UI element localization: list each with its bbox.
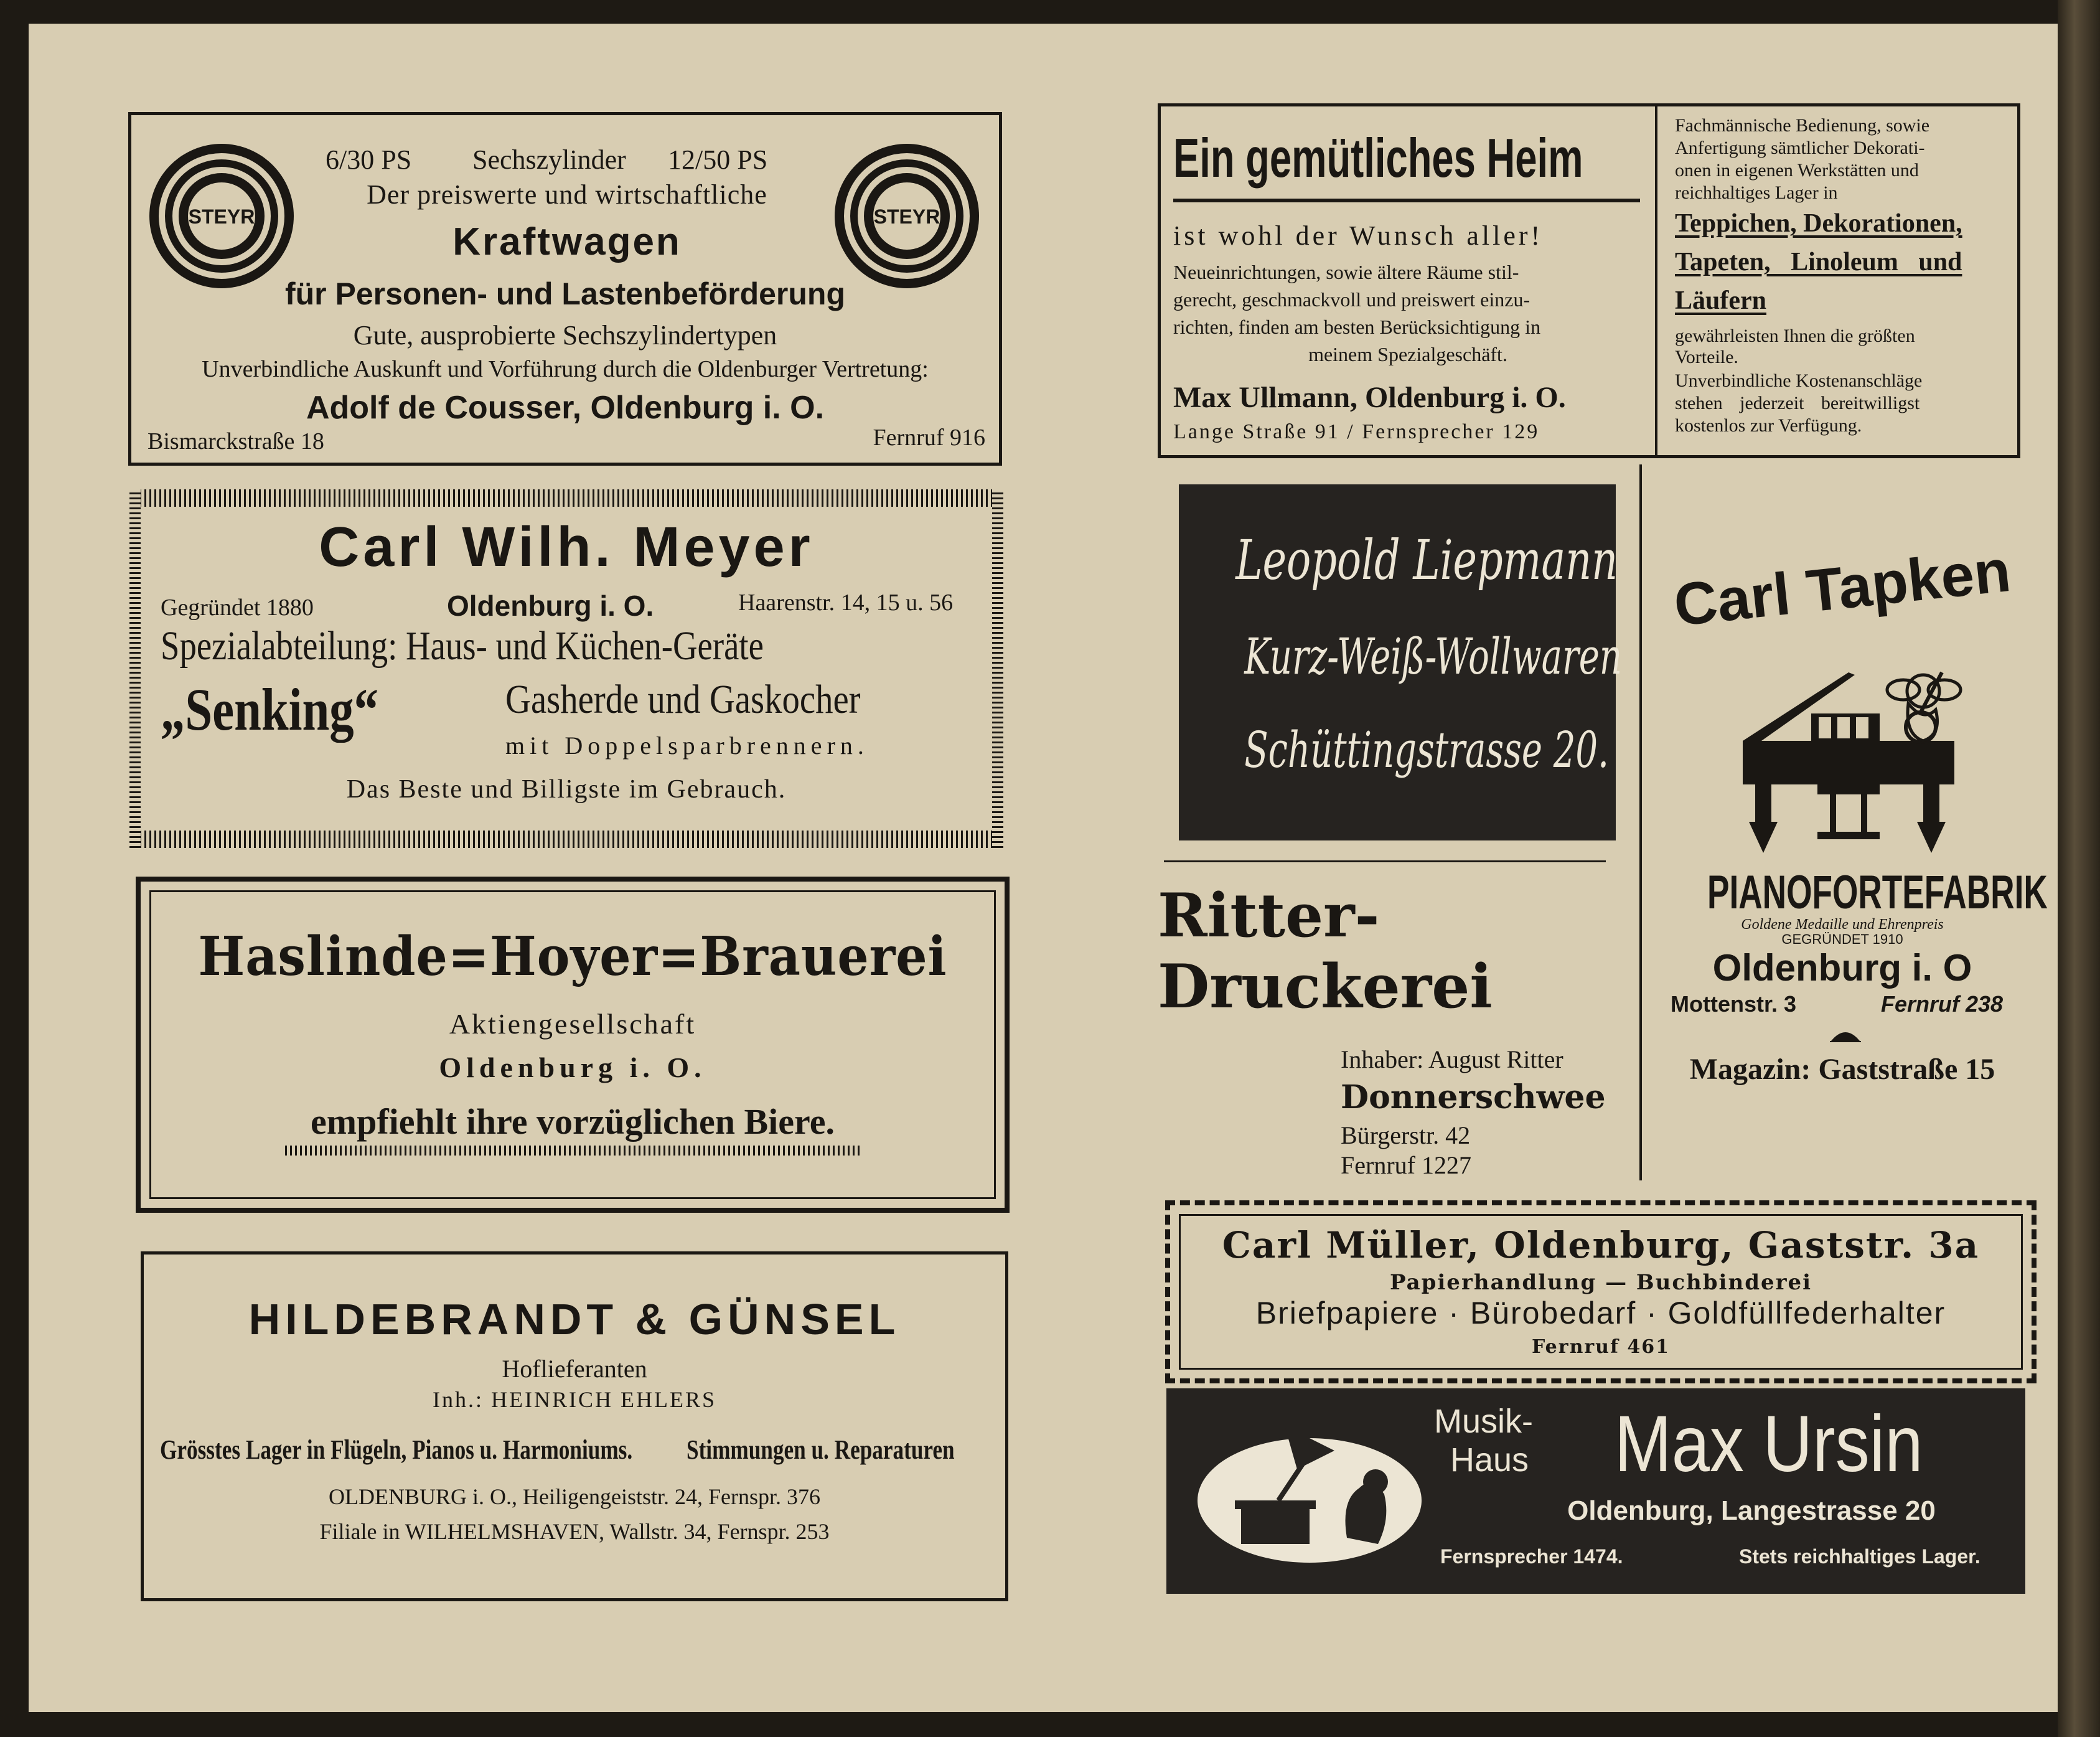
meyer-founded: Gegründet 1880 (161, 595, 314, 621)
tapken-phone: Fernruf 238 (1881, 991, 2004, 1017)
meyer-product2: mit Doppelsparbrennern. (505, 732, 869, 760)
tapken-address: Mottenstr. 3 (1671, 991, 1797, 1017)
tapken-name: Carl Tapken (1671, 537, 2014, 639)
steyr-info: Unverbindliche Auskunft und Vorführung durch die Oldenburger Vertretung: (202, 356, 929, 382)
ullmann-goods-3: Läufern (1675, 286, 1766, 315)
brauerei-slogan: empfiehlt ihre vorzüglichen Biere. (311, 1101, 835, 1142)
ullmann-right-2: onen in eigenen Werkstätten und (1675, 160, 1919, 181)
svg-text:STEYR: STEYR (188, 205, 255, 228)
tapken-awards: Goldene Medaille und Ehrenpreis (1741, 916, 1944, 933)
steyr-dealer: Adolf de Cousser, Oldenburg i. O. (306, 390, 825, 426)
ullmann-right-1: Anfertigung sämtlicher Dekorati- (1675, 138, 1925, 158)
ullmann-right2-3: stehen jederzeit bereitwilligst (1675, 393, 1920, 413)
meyer-specialty: Spezialabteilung: Haus- und Küchen-Geräte (161, 623, 764, 669)
steyr-hp-right: 12/50 PS (668, 144, 768, 175)
brauerei-city: Oldenburg i. O. (439, 1052, 706, 1083)
steyr-hp-left: 6/30 PS (326, 144, 412, 175)
ullmann-headline-rule (1173, 199, 1640, 202)
meyer-address: Haarenstr. 14, 15 u. 56 (738, 590, 954, 616)
hildebrandt-owner: Inh.: HEINRICH EHLERS (433, 1387, 716, 1412)
hildebrandt-ad (141, 1251, 1008, 1601)
ullmann-tagline: ist wohl der Wunsch aller! (1173, 220, 1544, 251)
ullmann-right2-0: gewährleisten Ihnen die größten (1675, 326, 1915, 346)
hildebrandt-service: Stimmungen u. Reparaturen (687, 1434, 955, 1465)
hildebrandt-address1: OLDENBURG i. O., Heiligengeiststr. 24, Fernspr. 376 (329, 1484, 820, 1509)
meyer-border-top (129, 489, 1003, 507)
hildebrandt-title: Hoflieferanten (502, 1355, 647, 1383)
hildebrandt-stock: Grösstes Lager in Flügeln, Pianos u. Harmoniums. (160, 1434, 633, 1465)
meyer-slogan: Das Beste und Billigste im Gebrauch. (346, 775, 787, 804)
mueller-business: Papierhandlung — Buchbinderei (1389, 1270, 1812, 1295)
steyr-logo-left (147, 141, 296, 291)
ursin-label-2: Haus (1450, 1441, 1529, 1479)
ursin-phone: Fernsprecher 1474. (1440, 1545, 1623, 1568)
piano-illustration (1737, 654, 1973, 865)
meyer-ad (129, 489, 1003, 848)
ursin-ad (1166, 1388, 2025, 1594)
ullmann-text-0: Neueinrichtungen, sowie ältere Räume stil- (1173, 261, 1519, 283)
ullmann-goods-2: Tapeten, Linoleum und (1675, 248, 1962, 276)
ullmann-right-3: reichhaltiges Lager in (1675, 182, 1838, 203)
ritter-address: Bürgerstr. 42 (1341, 1121, 1471, 1149)
ritter-ad (1158, 870, 1631, 1180)
ullmann-text-3: meinem Spezialgeschäft. (1308, 343, 1507, 365)
svg-text:STEYR: STEYR (873, 205, 940, 228)
hildebrandt-address2: Filiale in WILHELMSHAVEN, Wallstr. 34, Fernspr. 253 (319, 1519, 830, 1544)
mueller-phone: Fernruf 461 (1532, 1336, 1670, 1358)
ullmann-text-2: richten, finden am besten Berücksichtigung in (1173, 316, 1541, 338)
steyr-headline: Kraftwagen (452, 220, 682, 263)
steyr-ad (128, 112, 1002, 466)
ritter-name-2: Druckerei (1158, 951, 1493, 1022)
mueller-name: Carl Müller, Oldenburg, Gaststr. 3a (1222, 1224, 1980, 1266)
ullmann-ad (1158, 103, 2020, 458)
ullmann-right-0: Fachmännische Bedienung, sowie (1675, 115, 1930, 136)
liepmann-name: Leopold Liepmann (1235, 528, 1618, 592)
steyr-intro: Der preiswerte und wirtschaftliche (367, 179, 767, 210)
ritter-district: Donnerschwee (1341, 1078, 1606, 1116)
brauerei-ad (136, 877, 1010, 1213)
steyr-subhead: für Personen- und Lastenbeförderung (284, 276, 846, 311)
tapken-store: Magazin: Gaststraße 15 (1689, 1053, 1995, 1086)
ullmann-text-1: gerecht, geschmackvoll und preiswert einzu- (1173, 288, 1530, 311)
ullmann-goods-1: Teppichen, Dekorationen, (1675, 209, 1962, 238)
meyer-product: Gasherde und Gaskocher (505, 677, 861, 722)
ullmann-name: Max Ullmann, Oldenburg i. O. (1173, 381, 1566, 414)
meyer-name: Carl Wilh. Meyer (319, 516, 814, 578)
ursin-name: Max Ursin (1615, 1400, 1923, 1489)
brauerei-name: Haslinde=Hoyer=Brauerei (198, 925, 947, 988)
steyr-logo-right (832, 141, 982, 291)
ullmann-right2-1: Vorteile. (1675, 347, 1738, 367)
ullmann-headline: Ein gemütliches Heim (1173, 127, 1583, 189)
liepmann-rule (1164, 860, 1606, 862)
page-binding (2058, 0, 2100, 1737)
ritter-name-1: Ritter- (1158, 880, 1380, 951)
ullmann-right2-4: kostenlos zur Verfügung. (1675, 415, 1862, 436)
ritter-owner: Inhaber: August Ritter (1341, 1045, 1563, 1073)
liepmann-address: Schüttingstrasse 20. (1244, 721, 1609, 779)
ullmann-right2-2: Unverbindliche Kostenanschläge (1675, 370, 1923, 391)
ursin-address: Oldenburg, Langestrasse 20 (1567, 1495, 1936, 1526)
steyr-address: Bismarckstraße 18 (148, 428, 324, 454)
ornament-icon (1830, 1027, 1861, 1042)
meyer-city: Oldenburg i. O. (447, 590, 654, 622)
tapken-city: Oldenburg i. O (1712, 947, 1972, 989)
tapken-ad (1649, 492, 2048, 1108)
column-rule (1639, 464, 1642, 1180)
hildebrandt-name: HILDEBRANDT & GÜNSEL (248, 1295, 901, 1344)
ritter-phone: Fernruf 1227 (1341, 1151, 1471, 1179)
gramophone-logo-icon (1191, 1413, 1428, 1569)
mueller-ad (1165, 1200, 2037, 1383)
brauerei-rule (285, 1146, 860, 1156)
ullmann-divider (1655, 106, 1657, 455)
liepmann-ad (1179, 484, 1623, 840)
mueller-goods: Briefpapiere · Bürobedarf · Goldfüllfederhalter (1255, 1296, 1946, 1330)
ullmann-address: Lange Straße 91 / Fernsprecher 129 (1173, 420, 1540, 443)
steyr-cylinders: Sechszylinder (472, 144, 626, 175)
brauerei-type: Aktiengesellschaft (449, 1008, 696, 1040)
meyer-border-bottom (129, 831, 1003, 848)
ursin-slogan: Stets reichhaltiges Lager. (1739, 1545, 1980, 1568)
tapken-business: PIANOFORTEFABRIK (1707, 866, 2048, 919)
steyr-phone: Fernruf 916 (873, 425, 985, 451)
tapken-founded: GEGRÜNDET 1910 (1781, 931, 1903, 947)
meyer-brand: „Senking“ (161, 676, 379, 743)
ursin-label-1: Musik- (1434, 1403, 1533, 1440)
liepmann-goods: Kurz-Weiß-Wollwaren (1244, 628, 1623, 685)
steyr-types: Gute, ausprobierte Sechszylindertypen (353, 320, 777, 351)
